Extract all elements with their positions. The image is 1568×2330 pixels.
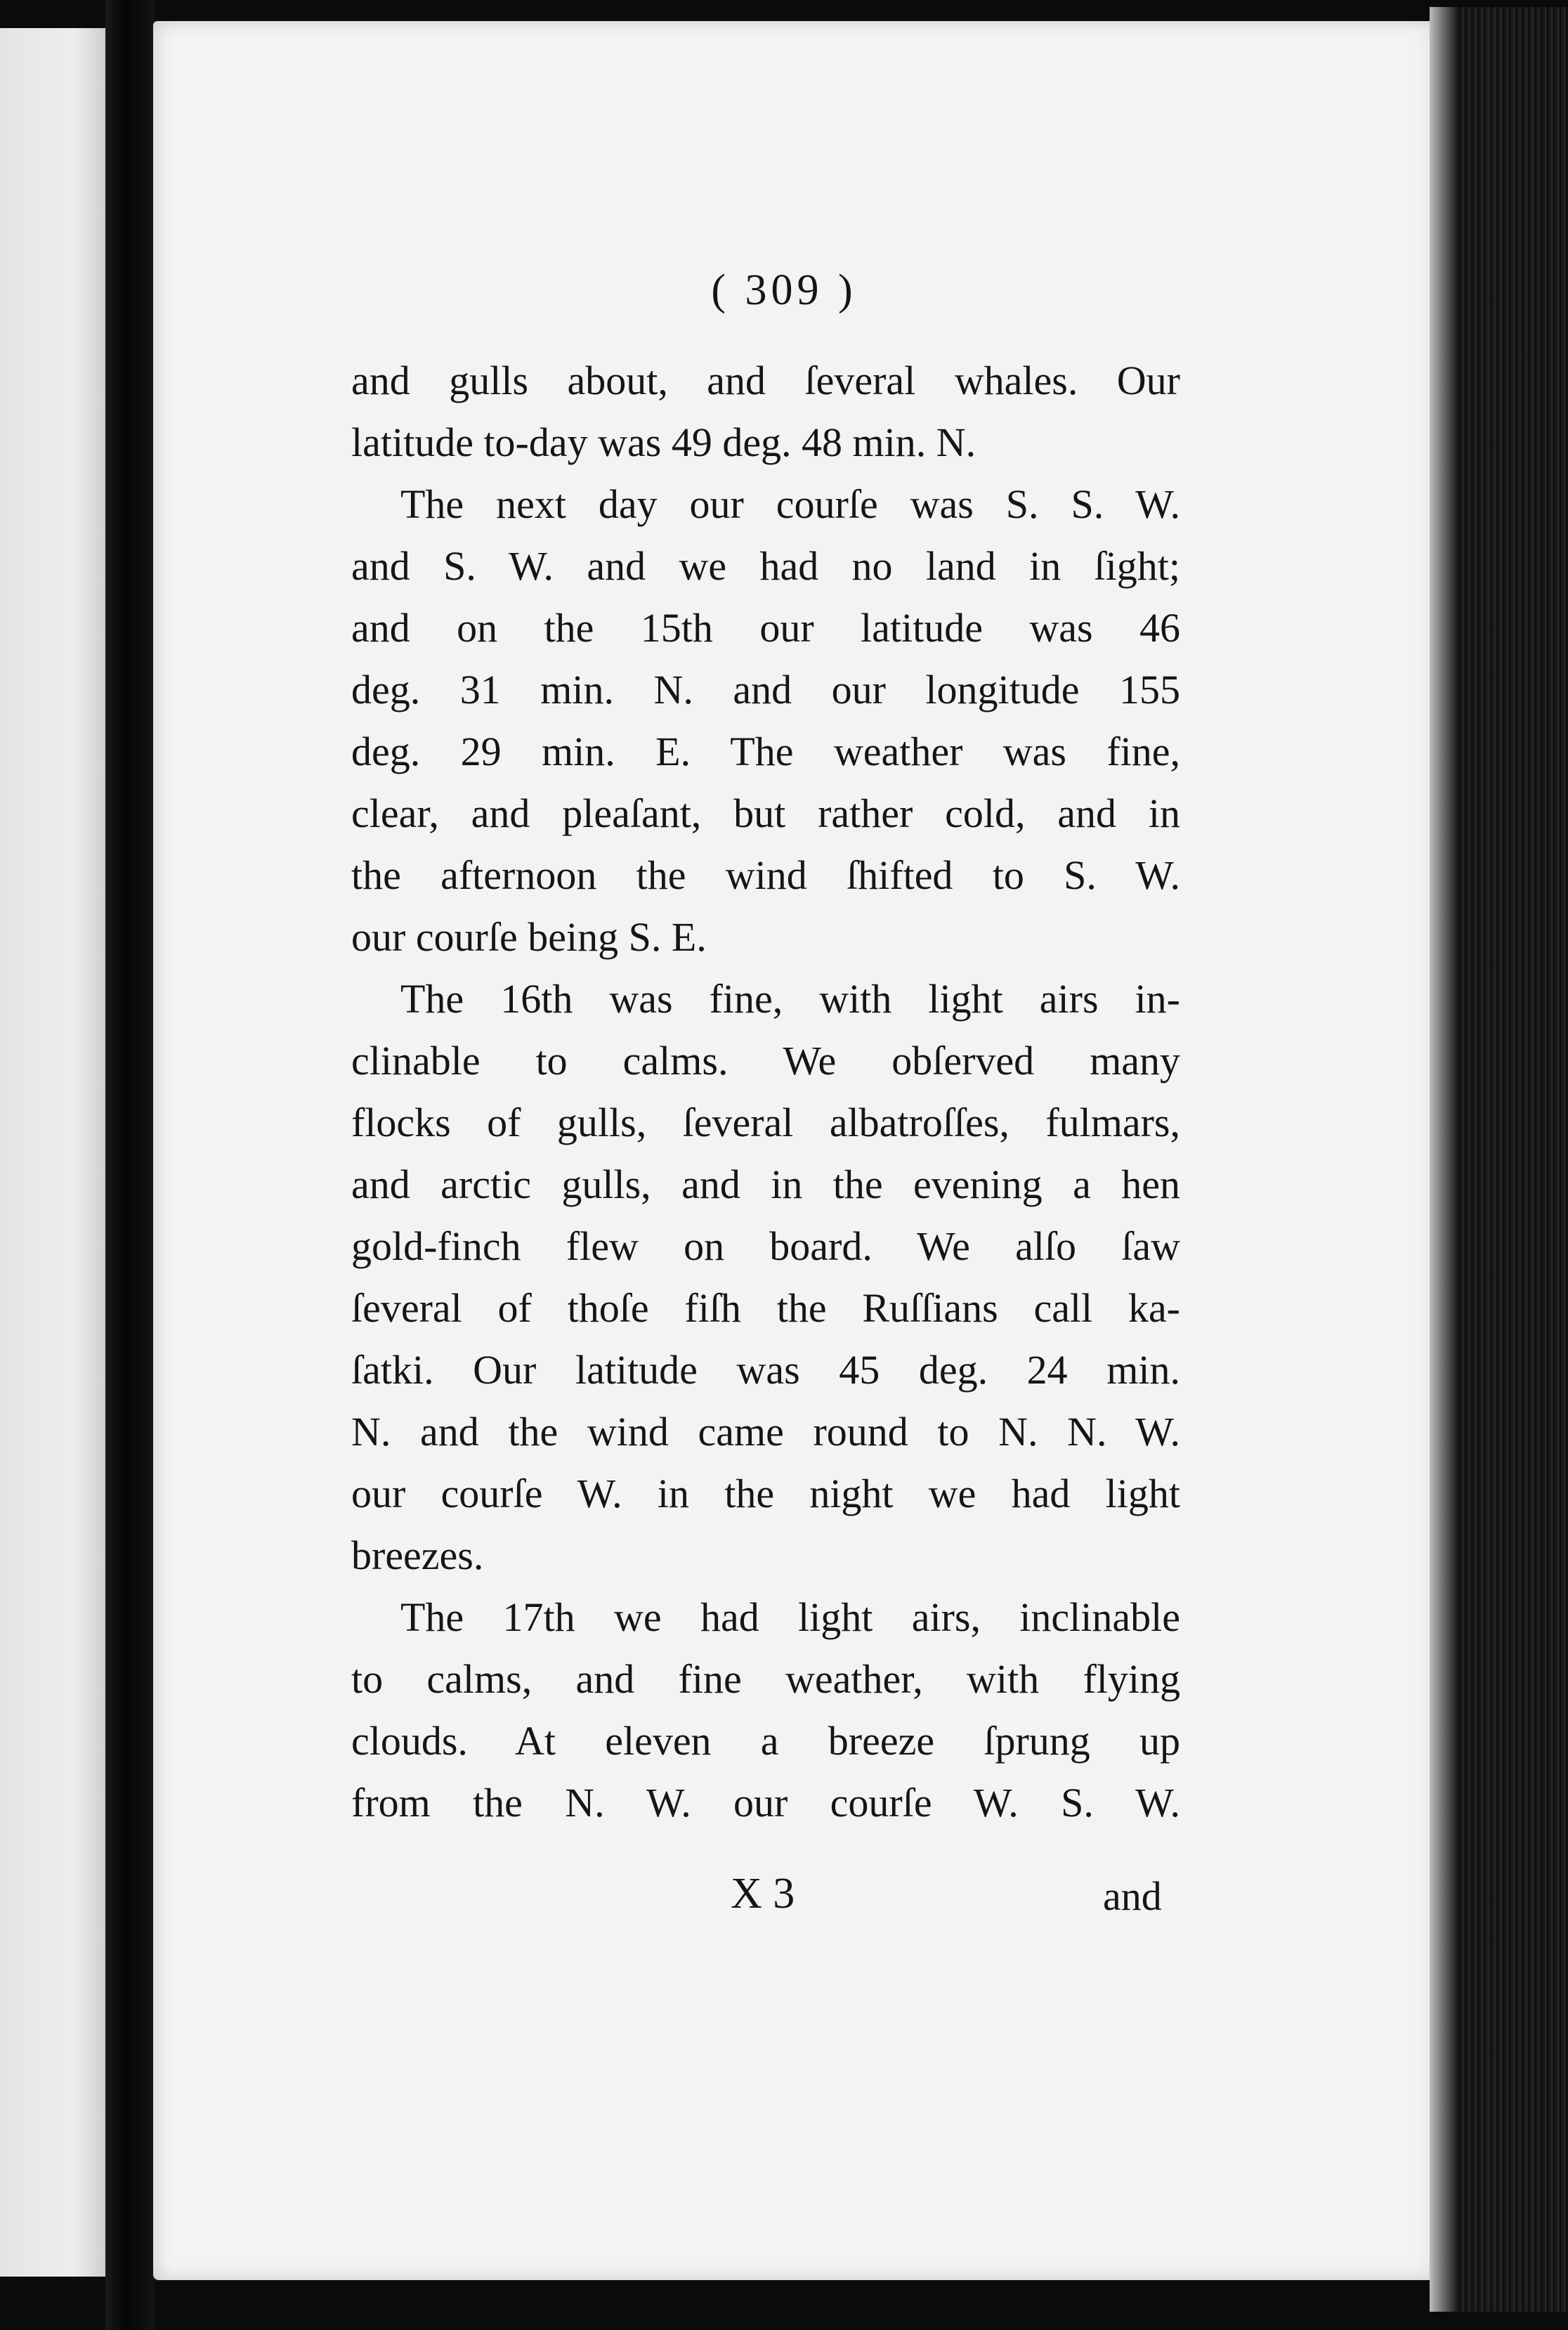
text-line: The 17th we had light airs, inclinable (400, 1594, 1180, 1640)
catchword: and (1103, 1873, 1162, 1919)
text-line: deg. 29 min. E. The weather was fine, (351, 729, 1180, 774)
book-gutter (105, 0, 155, 2330)
text-line: and S. W. and we had no land in ſight; (351, 543, 1180, 589)
text-line: The next day our courſe was S. S. W. (400, 481, 1180, 527)
text-line: N. and the wind came round to N. N. W. (351, 1409, 1180, 1454)
text-line: the afternoon the wind ſhifted to S. W. (351, 852, 1180, 898)
text-line: deg. 31 min. N. and our longitude 155 (351, 667, 1180, 712)
page-edge-stack (1430, 7, 1568, 2312)
text-line: breezes. (351, 1532, 484, 1578)
text-line: to calms, and fine weather, with flying (351, 1656, 1180, 1702)
text-line: clinable to calms. We obſerved many (351, 1038, 1180, 1083)
text-line: ſatki. Our latitude was 45 deg. 24 min. (351, 1347, 1180, 1393)
text-line: and on the 15th our latitude was 46 (351, 605, 1180, 651)
left-adjacent-page (0, 28, 105, 2277)
text-line: and arctic gulls, and in the evening a hen (351, 1161, 1180, 1207)
page-number: ( 309 ) (711, 266, 857, 314)
text-line: our courſe being S. E. (351, 914, 707, 960)
text-line: The 16th was fine, with light airs in- (400, 976, 1180, 1022)
text-line: from the N. W. our courſe W. S. W. (351, 1780, 1180, 1825)
text-line: latitude to-day was 49 deg. 48 min. N. (351, 419, 976, 465)
text-line: our courſe W. in the night we had light (351, 1471, 1180, 1516)
text-line: ſeveral of thoſe fiſh the Ruſſians call ka- (351, 1285, 1180, 1331)
text-lines (351, 350, 1180, 1834)
text-line: clear, and pleaſant, but rather cold, and in (351, 790, 1180, 836)
text-line: clouds. At eleven a breeze ſprung up (351, 1718, 1180, 1764)
text-line: gold-finch flew on board. We alſo ſaw (351, 1223, 1180, 1269)
text-line: and gulls about, and ſeveral whales. Our (351, 358, 1180, 403)
text-line: flocks of gulls, ſeveral albatroſſes, fulmars, (351, 1100, 1180, 1145)
signature-mark: X 3 (731, 1870, 795, 1918)
